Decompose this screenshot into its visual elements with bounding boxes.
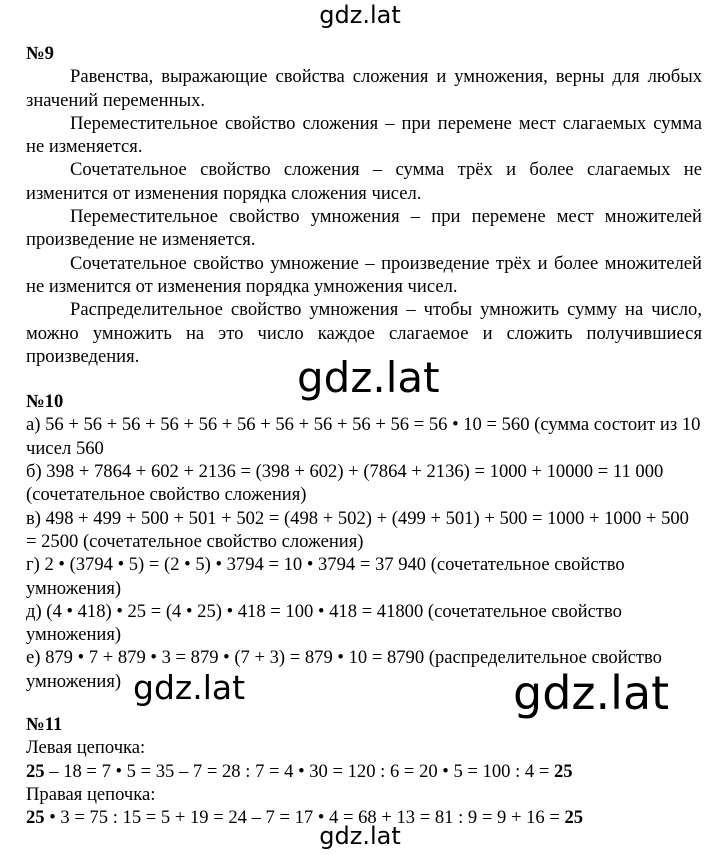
task-10-item: б) 398 + 7864 + 602 + 2136 = (398 + 602) + (7864 + 2136) = 1000 + 10000 = 11 000 (сочетательное свойство сложения): [26, 461, 664, 506]
task-10-item: в) 498 + 499 + 500 + 501 + 502 = (498 + 502) + (499 + 501) + 500 = 1000 + 1000 + 500 = 2500 (сочетательное свойство сложения): [26, 507, 689, 552]
left-chain-start: 25: [26, 760, 45, 782]
task-9-number: №9: [26, 43, 54, 64]
watermark-top: gdz.lat: [319, 1, 401, 29]
task-10-item: а) 56 + 56 + 56 + 56 + 56 + 56 + 56 + 56 + 56 + 56 = 56 • 10 = 560 (сумма состоит из 10 чисел 560: [26, 414, 701, 459]
left-chain: [26, 760, 702, 783]
task-10-item: г) 2 • (3794 • 5) = (2 • 5) • 3794 = 10 • 3794 = 37 940 (сочетательное свойство умножения): [26, 554, 625, 599]
watermark-right: gdz.lat: [513, 666, 670, 720]
left-chain-steps: – 18 = 7 • 5 = 35 – 7 = 28 : 7 = 4 • 30 = 120 : 6 = 20 • 5 = 100 : 4 =: [44, 760, 554, 782]
watermark-left: gdz.lat: [133, 668, 246, 707]
task-9-paragraph: Распределительное свойство умножения – чтобы умножить сумму на число, можно умножить на это число каждое слагаемое и сложить получившиеся произведения.: [26, 299, 702, 367]
task-11-number: №11: [26, 714, 63, 736]
right-chain-start: 25: [26, 807, 45, 829]
task-10-item: д) (4 • 418) • 25 = (4 • 25) • 418 = 100 • 418 = 41800 (сочетательное свойство умножения): [26, 600, 622, 646]
watermark-bottom: gdz.lat: [319, 822, 401, 850]
task-9-paragraph: Переместительное свойство умножения – при перемене мест множителей произведение не изменяется.: [26, 206, 702, 251]
task-9-paragraph: Переместительное свойство сложения – при перемене мест слагаемых сумма не изменяется.: [26, 112, 702, 158]
left-chain-label: Левая цепочка:: [26, 737, 146, 759]
task-9-paragraph: Сочетательное свойство сложения – сумма трёх и более слагаемых не изменится от изменения порядка сложения чисел.: [26, 159, 702, 204]
task-9-paragraph: Сочетательное свойство умножение – произведение трёх и более множителей не изменится от изменения порядка умножения чисел.: [26, 252, 702, 297]
left-chain-end: 25: [553, 760, 573, 782]
task-9-paragraph: Равенства, выражающие свойства сложения и умножения, верны для любых значений переменных.: [26, 66, 702, 111]
right-chain-label: Правая цепочка:: [26, 783, 156, 805]
right-chain-end: 25: [564, 807, 584, 829]
task-10-item: е) 879 • 7 + 879 • 3 = 879 • (7 + 3) = 879 • 10 = 8790 (распределительное свойство умножения): [26, 647, 662, 692]
right-chain-steps: • 3 = 75 : 15 = 5 + 19 = 24 – 7 = 17 • 4 = 68 + 13 = 81 : 9 = 9 + 16 =: [44, 807, 565, 829]
task-10-number: №10: [26, 391, 64, 413]
watermark-middle: gdz.lat: [297, 353, 440, 402]
